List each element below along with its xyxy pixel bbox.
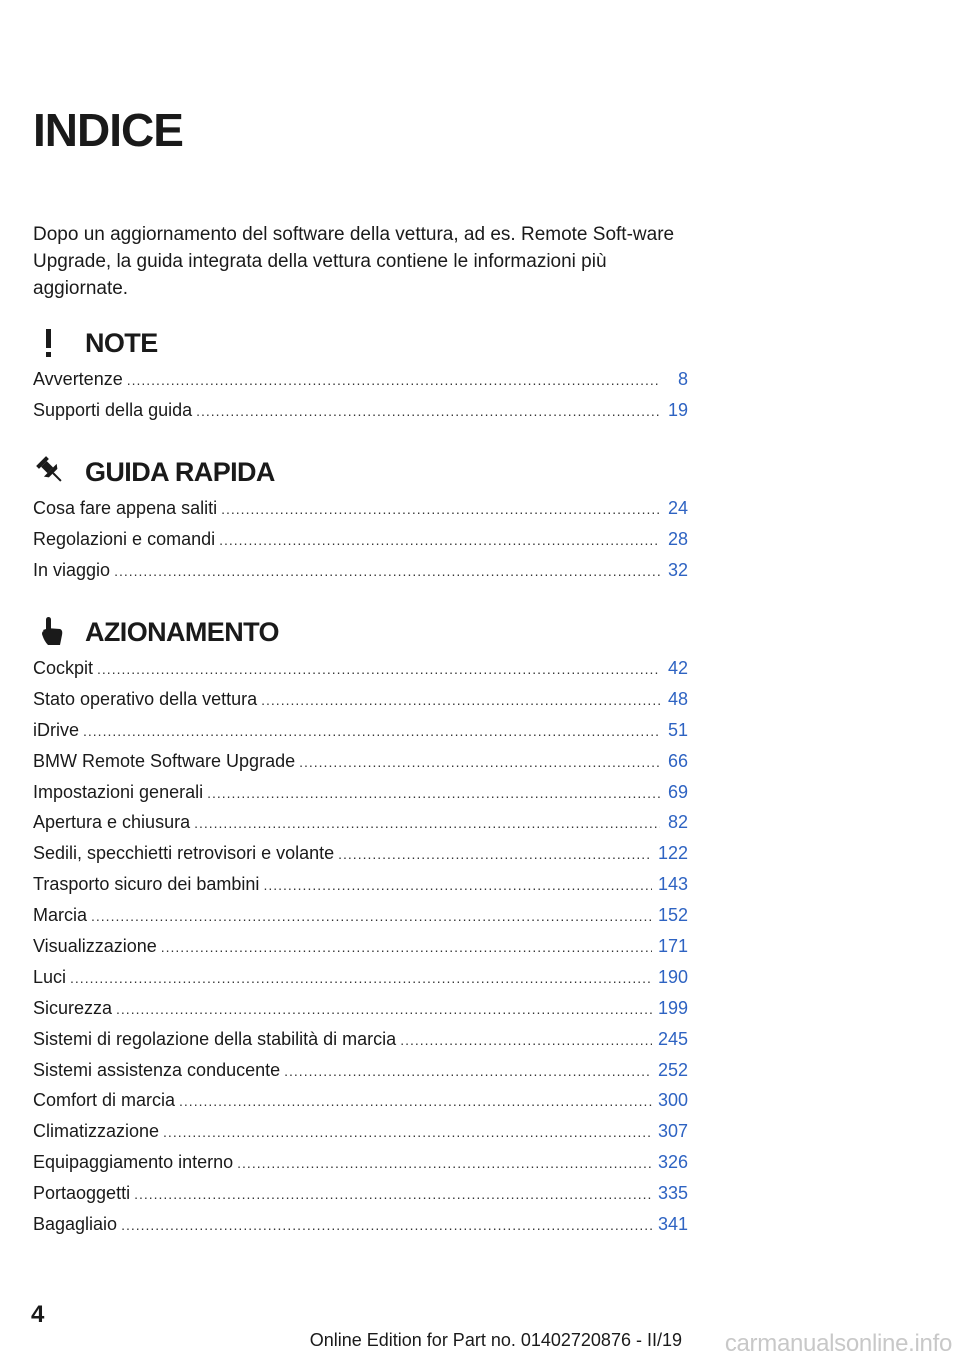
pushpin-icon: [33, 455, 69, 487]
toc-entry-page[interactable]: 245: [657, 1028, 688, 1049]
toc-entry[interactable]: [33, 751, 688, 782]
section-header: [33, 451, 688, 491]
toc-leader: [237, 1155, 652, 1171]
toc-leader: [114, 563, 660, 579]
toc-entry[interactable]: [33, 1090, 688, 1121]
page-number: 4: [31, 1301, 45, 1328]
section-title: GUIDA RAPIDA: [85, 457, 275, 487]
toc-entry-page[interactable]: 341: [657, 1214, 688, 1235]
toc-entry-page[interactable]: 19: [667, 399, 688, 420]
toc-leader: [400, 1032, 652, 1048]
toc-entry-page[interactable]: 32: [667, 559, 688, 580]
toc-entry-title: Sistemi di regolazione della stabilità di marcia: [33, 1028, 397, 1049]
toc-leader: [221, 501, 660, 517]
toc-entry[interactable]: [33, 936, 688, 967]
section-azionamento: [33, 611, 688, 1245]
toc-entry-title: Cosa fare appena saliti: [33, 498, 218, 518]
toc-entry[interactable]: [33, 658, 688, 689]
toc-entry-title: Cockpit: [33, 658, 94, 678]
toc-entry[interactable]: [33, 967, 688, 998]
toc-entry-title: Luci: [33, 966, 67, 987]
toc-entry[interactable]: [33, 905, 688, 936]
toc-leader: [194, 815, 660, 831]
toc-entry-title: Avvertenze: [33, 369, 123, 389]
section-header: [33, 611, 688, 651]
toc-entry-page[interactable]: 252: [657, 1059, 688, 1080]
toc-leader: [163, 1124, 652, 1140]
toc-entry-title: Climatizzazione: [33, 1121, 160, 1142]
watermark-text: carmanualsonline.info: [724, 1330, 952, 1357]
toc-leader: [134, 1186, 652, 1202]
toc-leader: [116, 1001, 652, 1017]
toc-entry-page[interactable]: 82: [667, 812, 688, 833]
toc-entry[interactable]: [33, 1183, 688, 1214]
toc-entry-page[interactable]: 152: [657, 905, 688, 926]
section-note: [33, 322, 688, 431]
toc-entry-title: Regolazioni e comandi: [33, 528, 216, 549]
toc-entry-title: Sedili, specchietti retrovisori e volante: [33, 843, 335, 864]
toc-entry-title: Marcia: [33, 905, 88, 926]
toc-entry-page[interactable]: 326: [657, 1152, 688, 1173]
toc-leader: [219, 532, 660, 548]
toc-entry-page[interactable]: 335: [657, 1183, 688, 1204]
toc-leader: [91, 908, 652, 924]
toc-entry-title: Comfort di marcia: [33, 1090, 176, 1111]
toc-entry-title: Trasporto sicuro dei bambini: [33, 874, 260, 895]
toc-entry-page[interactable]: 69: [667, 781, 688, 802]
page-title: INDICE: [33, 104, 183, 156]
toc-leader: [207, 785, 660, 801]
toc-entry-page[interactable]: 28: [667, 528, 688, 549]
toc-leader: [299, 754, 660, 770]
section-title: NOTE: [85, 328, 158, 358]
toc-entry-title: In viaggio: [33, 559, 111, 580]
toc-leader: [97, 661, 660, 677]
hand-pointer-icon: [33, 615, 69, 647]
toc-entry[interactable]: [33, 1029, 688, 1060]
toc-entry-title: Stato operativo della vettura: [33, 688, 258, 709]
toc-entry[interactable]: [33, 782, 688, 813]
intro-paragraph: Dopo un aggiornamento del software della vettura, ad es. Remote Soft-ware Upgrade, la guida integrata della vettura contiene le informazioni più aggiornate.: [33, 224, 675, 299]
section-title: AZIONAMENTO: [85, 617, 279, 647]
toc-list: [33, 498, 688, 591]
toc-leader: [70, 970, 652, 986]
footer-edition-text: Online Edition for Part no. 01402720876 - II/19: [309, 1330, 682, 1350]
toc-entry-title: Impostazioni generali: [33, 781, 204, 802]
toc-entry-title: BMW Remote Software Upgrade: [33, 750, 296, 771]
toc-entry[interactable]: [33, 689, 688, 720]
toc-entry[interactable]: [33, 874, 688, 905]
toc-entry-title: Supporti della guida: [33, 399, 193, 420]
toc-leader: [263, 877, 652, 893]
toc-leader: [261, 692, 660, 708]
toc-entry-title: Portaoggetti: [33, 1183, 131, 1204]
toc-entry-page[interactable]: 143: [657, 874, 688, 895]
section-guida-rapida: [33, 451, 688, 591]
toc-leader: [127, 372, 660, 388]
toc-entry[interactable]: [33, 812, 688, 843]
toc-entry-title: Visualizzazione: [33, 936, 157, 957]
toc-leader: [83, 723, 660, 739]
toc-entry-page[interactable]: 8: [677, 369, 688, 389]
toc-entry[interactable]: [33, 529, 688, 560]
toc-entry-title: Equipaggiamento interno: [33, 1152, 234, 1173]
toc-entry[interactable]: [33, 1152, 688, 1183]
toc-list: [33, 658, 688, 1245]
toc-entry[interactable]: [33, 369, 688, 400]
toc-entry-page[interactable]: 307: [657, 1121, 688, 1142]
toc-entry-page[interactable]: 51: [667, 719, 688, 740]
toc-leader: [161, 939, 652, 955]
toc-entry-page[interactable]: 122: [657, 843, 688, 864]
toc-list: [33, 369, 688, 431]
toc-entry-page[interactable]: 199: [657, 997, 688, 1018]
toc-leader: [179, 1093, 652, 1109]
toc-leader: [338, 846, 652, 862]
toc-entry-title: Apertura e chiusura: [33, 812, 191, 833]
toc-entry[interactable]: [33, 720, 688, 751]
toc-entry-page[interactable]: 66: [667, 750, 688, 771]
toc-entry-title: Sistemi assistenza conducente: [33, 1059, 281, 1080]
section-header: [33, 322, 688, 362]
toc-entry[interactable]: [33, 560, 688, 591]
toc-entry[interactable]: [33, 498, 688, 529]
toc-entry[interactable]: [33, 1060, 688, 1091]
toc-entry-title: Sicurezza: [33, 997, 113, 1018]
toc-entry[interactable]: [33, 998, 688, 1029]
toc-entry-title: Bagagliaio: [33, 1214, 118, 1235]
toc-entry-page[interactable]: 300: [657, 1090, 688, 1111]
toc-entry[interactable]: [33, 400, 688, 431]
toc-entry-page[interactable]: 48: [667, 688, 688, 709]
toc-entry-page[interactable]: 42: [667, 658, 688, 678]
toc-entry[interactable]: [33, 843, 688, 874]
toc-leader: [284, 1063, 652, 1079]
toc-entry-title: iDrive: [33, 719, 80, 740]
exclamation-icon: [33, 326, 69, 358]
toc-entry-page[interactable]: 190: [657, 966, 688, 987]
toc-leader: [196, 403, 660, 419]
toc-entry[interactable]: [33, 1214, 688, 1245]
toc-leader: [121, 1217, 652, 1233]
toc-entry[interactable]: [33, 1121, 688, 1152]
toc-entry-page[interactable]: 171: [657, 936, 688, 957]
toc-entry-page[interactable]: 24: [667, 498, 688, 518]
